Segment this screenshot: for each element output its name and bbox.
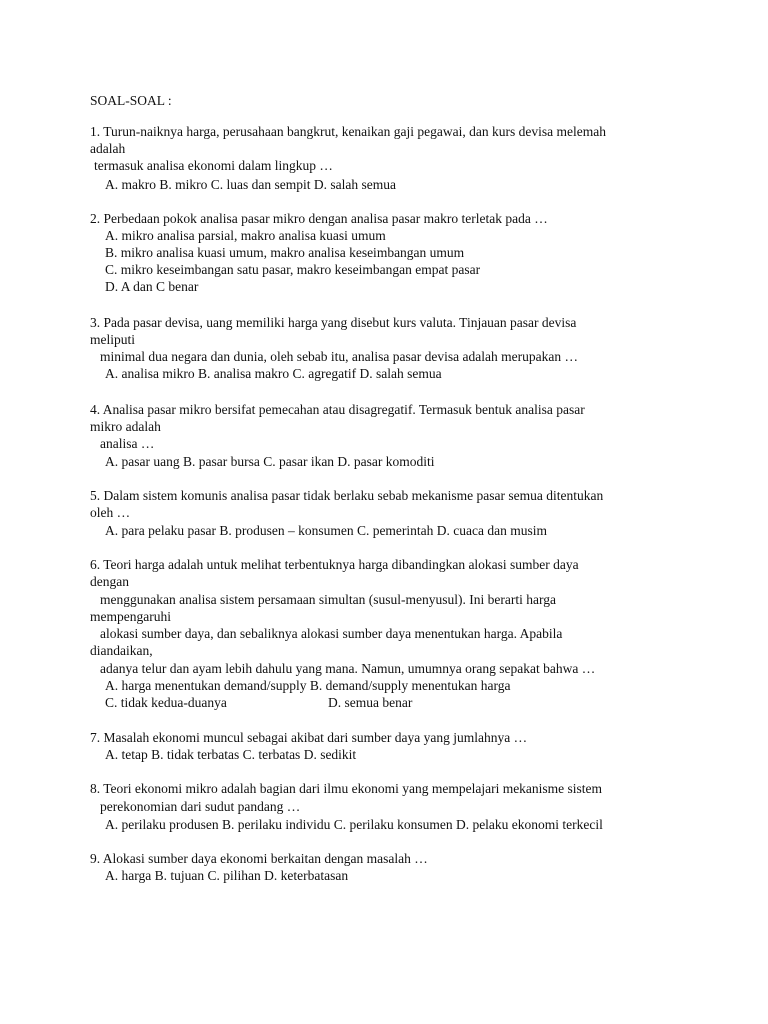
question-9-text: 9. Alokasi sumber daya ekonomi berkaitan dengan masalah … (90, 851, 428, 866)
question-5-text: oleh … (90, 505, 131, 520)
question-9-options: A. harga B. tujuan C. pilihan D. keterbatasan (105, 868, 349, 883)
question-5-text: 5. Dalam sistem komunis analisa pasar tidak berlaku sebab mekanisme pasar semua ditentukan (90, 488, 604, 503)
question-4-text: mikro adalah (90, 419, 161, 434)
question-3-text: 3. Pada pasar devisa, uang memiliki harga yang disebut kurs valuta. Tinjauan pasar devisa (90, 315, 577, 330)
question-7-options: A. tetap B. tidak terbatas C. terbatas D. sedikit (105, 747, 357, 762)
question-2-option-c: C. mikro keseimbangan satu pasar, makro keseimbangan empat pasar (105, 262, 481, 277)
question-6-text: adanya telur dan ayam lebih dahulu yang mana. Namun, umumnya orang sepakat bahwa … (100, 661, 596, 676)
question-3-text: minimal dua negara dan dunia, oleh sebab itu, analisa pasar devisa adalah merupakan … (100, 349, 578, 364)
question-8-text: 8. Teori ekonomi mikro adalah bagian dari ilmu ekonomi yang mempelajari mekanisme sistem (90, 781, 603, 796)
question-4-text: analisa … (100, 436, 155, 451)
question-2-option-a: A. mikro analisa parsial, makro analisa kuasi umum (105, 228, 386, 243)
question-6-text: diandaikan, (90, 643, 153, 658)
question-6-text: menggunakan analisa sistem persamaan simultan (susul-menyusul). Ini berarti harga (100, 592, 557, 607)
question-2-text: 2. Perbedaan pokok analisa pasar mikro dengan analisa pasar makro terletak pada … (90, 211, 548, 226)
question-4-text: 4. Analisa pasar mikro bersifat pemecahan atau disagregatif. Termasuk bentuk analisa pasar (90, 402, 585, 417)
question-8-text: perekonomian dari sudut pandang … (100, 799, 301, 814)
question-6-options-cd (105, 694, 412, 711)
question-5-options: A. para pelaku pasar B. produsen – konsumen C. pemerintah D. cuaca dan musim (105, 523, 548, 538)
question-7-text: 7. Masalah ekonomi muncul sebagai akibat dari sumber daya yang jumlahnya … (90, 730, 528, 745)
question-8-options: A. perilaku produsen B. perilaku individu C. perilaku konsumen D. pelaku ekonomi terkecil (105, 817, 603, 832)
question-6-option-c: C. tidak kedua-duanya (105, 695, 227, 710)
question-3-text: meliputi (90, 332, 135, 347)
document-heading: SOAL-SOAL : (90, 93, 172, 108)
question-6-option-d: D. semua benar (328, 695, 413, 710)
question-1-text: 1. Turun-naiknya harga, perusahaan bangkrut, kenaikan gaji pegawai, dan kurs devisa melemah (90, 124, 606, 139)
question-6-text: dengan (90, 574, 129, 589)
question-6-text: 6. Teori harga adalah untuk melihat terbentuknya harga dibandingkan alokasi sumber daya (90, 557, 579, 572)
question-4-options: A. pasar uang B. pasar bursa C. pasar ikan D. pasar komoditi (105, 454, 435, 469)
question-6-text: mempengaruhi (90, 609, 171, 624)
question-1-options: A. makro B. mikro C. luas dan sempit D. salah semua (105, 177, 396, 192)
question-6-options-ab: A. harga menentukan demand/supply B. demand/supply menentukan harga (105, 678, 511, 693)
question-1-text: adalah (90, 141, 126, 156)
question-2-option-b: B. mikro analisa kuasi umum, makro analisa keseimbangan umum (105, 245, 465, 260)
question-2-option-d: D. A dan C benar (105, 279, 199, 294)
question-6-text: alokasi sumber daya, dan sebaliknya alokasi sumber daya menentukan harga. Apabila (100, 626, 563, 641)
question-1-text: termasuk analisa ekonomi dalam lingkup … (94, 158, 333, 173)
question-3-options: A. analisa mikro B. analisa makro C. agregatif D. salah semua (105, 366, 442, 381)
